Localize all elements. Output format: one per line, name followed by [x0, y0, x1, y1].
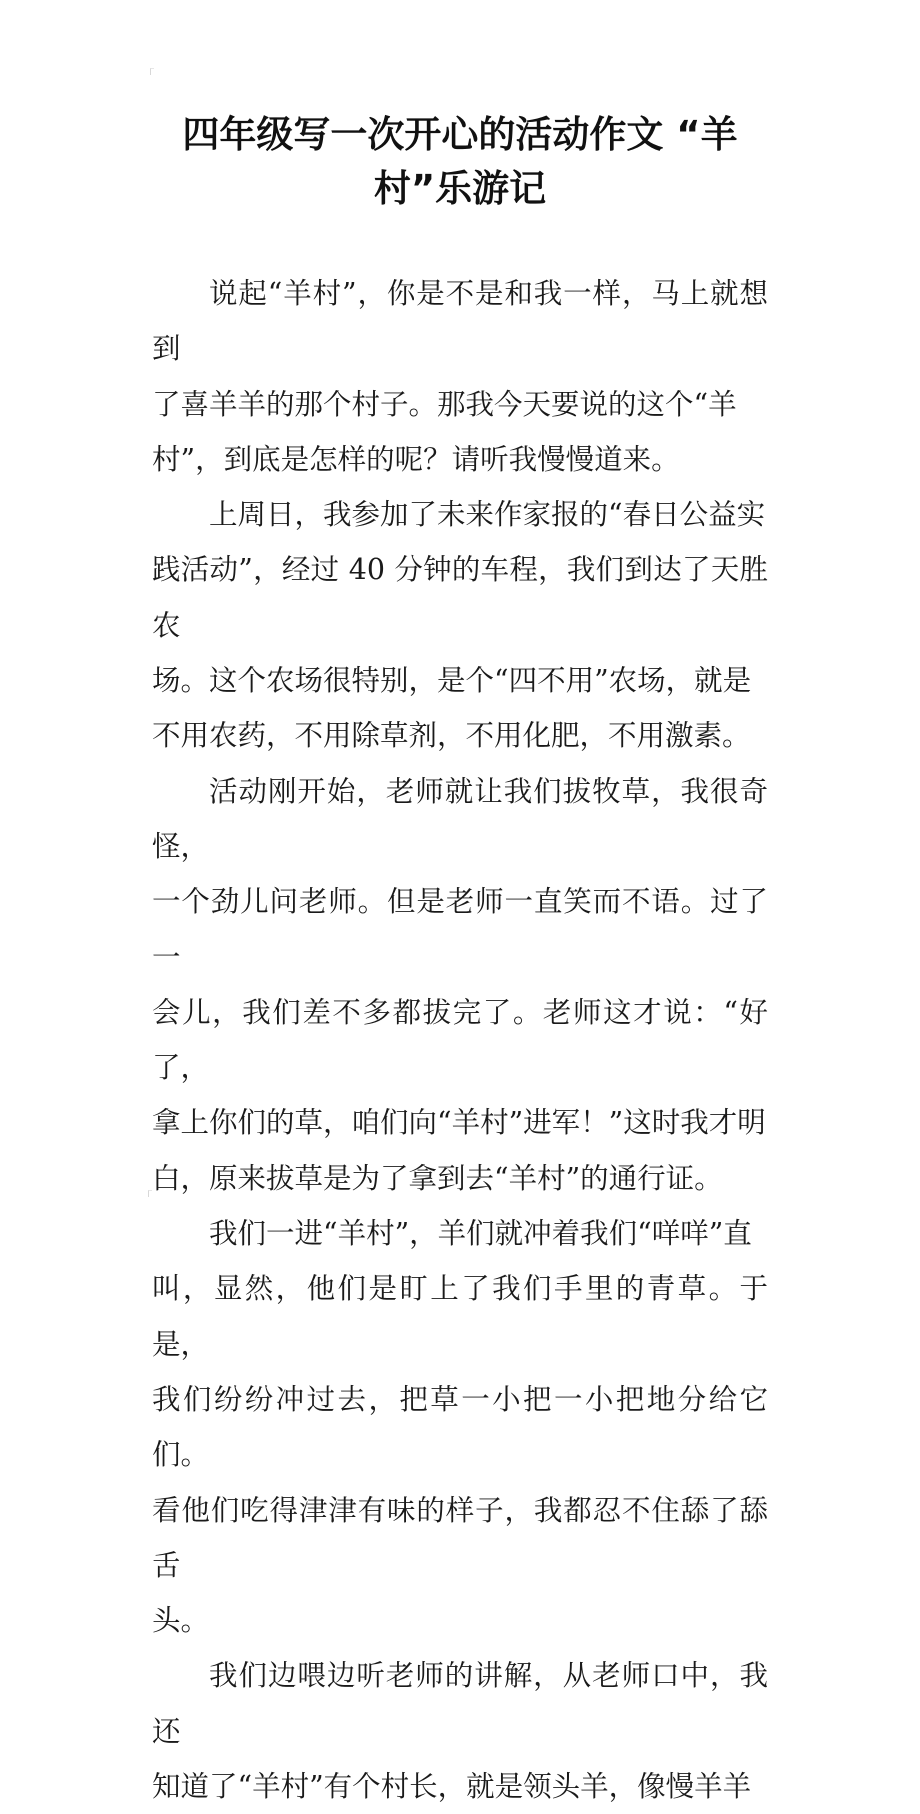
- text-line: 不用农药，不用除草剂，不用化肥，不用激素。: [152, 719, 751, 753]
- text-line: 叫，显然，他们是盯上了我们手里的青草。于是，: [152, 1272, 768, 1361]
- paragraph-3: [152, 764, 768, 1206]
- text-line: 说起“羊村”，你是不是和我一样，马上就想到: [152, 277, 768, 366]
- text-line: 知道了“羊村”有个村长，就是领头羊，像慢羊羊: [152, 1770, 752, 1804]
- text-line: 村”，到底是怎样的呢？请听我慢慢道来。: [152, 442, 680, 476]
- text-line: 一个劲儿问老师。但是老师一直笑而不语。过了一: [152, 885, 768, 974]
- page-corner-mark-top: [150, 68, 154, 75]
- text-line: 我们纷纷冲过去，把草一小把一小把地分给它们。: [152, 1382, 768, 1472]
- text-line: 拿上你们的草，咱们向“羊村”进军！”这时我才明: [152, 1106, 766, 1140]
- document-title: 四年级写一次开心的活动作文 “羊村”乐游记: [182, 113, 738, 210]
- document-body: [152, 266, 768, 1814]
- text-line: 白，原来拔草是为了拿到去“羊村”的通行证。: [152, 1161, 723, 1195]
- text-line: 践活动”，经过 40 分钟的车程，我们到达了天胜农: [152, 553, 768, 642]
- text-line: 头。: [152, 1604, 210, 1638]
- text-line: 了喜羊羊的那个村子。那我今天要说的这个“羊: [152, 387, 737, 421]
- paragraph-1: [152, 266, 768, 487]
- text-line: 看他们吃得津津有味的样子，我都忍不住舔了舔舌: [152, 1493, 768, 1582]
- paragraph-2: [152, 487, 768, 763]
- paragraph-5: [152, 1648, 768, 1814]
- text-line: 活动刚开始，老师就让我们拔牧草，我很奇怪，: [152, 774, 768, 863]
- text-line: 会儿，我们差不多都拔完了。老师这才说：“好了，: [152, 995, 768, 1085]
- text-line: 场。这个农场很特别，是个“四不用”农场，就是: [152, 664, 752, 698]
- text-line: 上周日，我参加了未来作家报的“春日公益实: [209, 498, 766, 532]
- text-line: 我们边喂边听老师的讲解，从老师口中，我还: [152, 1659, 768, 1748]
- page-corner-mark-bottom: [148, 1190, 152, 1197]
- paragraph-4: [152, 1206, 768, 1648]
- text-line: 我们一进“羊村”，羊们就冲着我们“咩咩”直: [209, 1217, 752, 1251]
